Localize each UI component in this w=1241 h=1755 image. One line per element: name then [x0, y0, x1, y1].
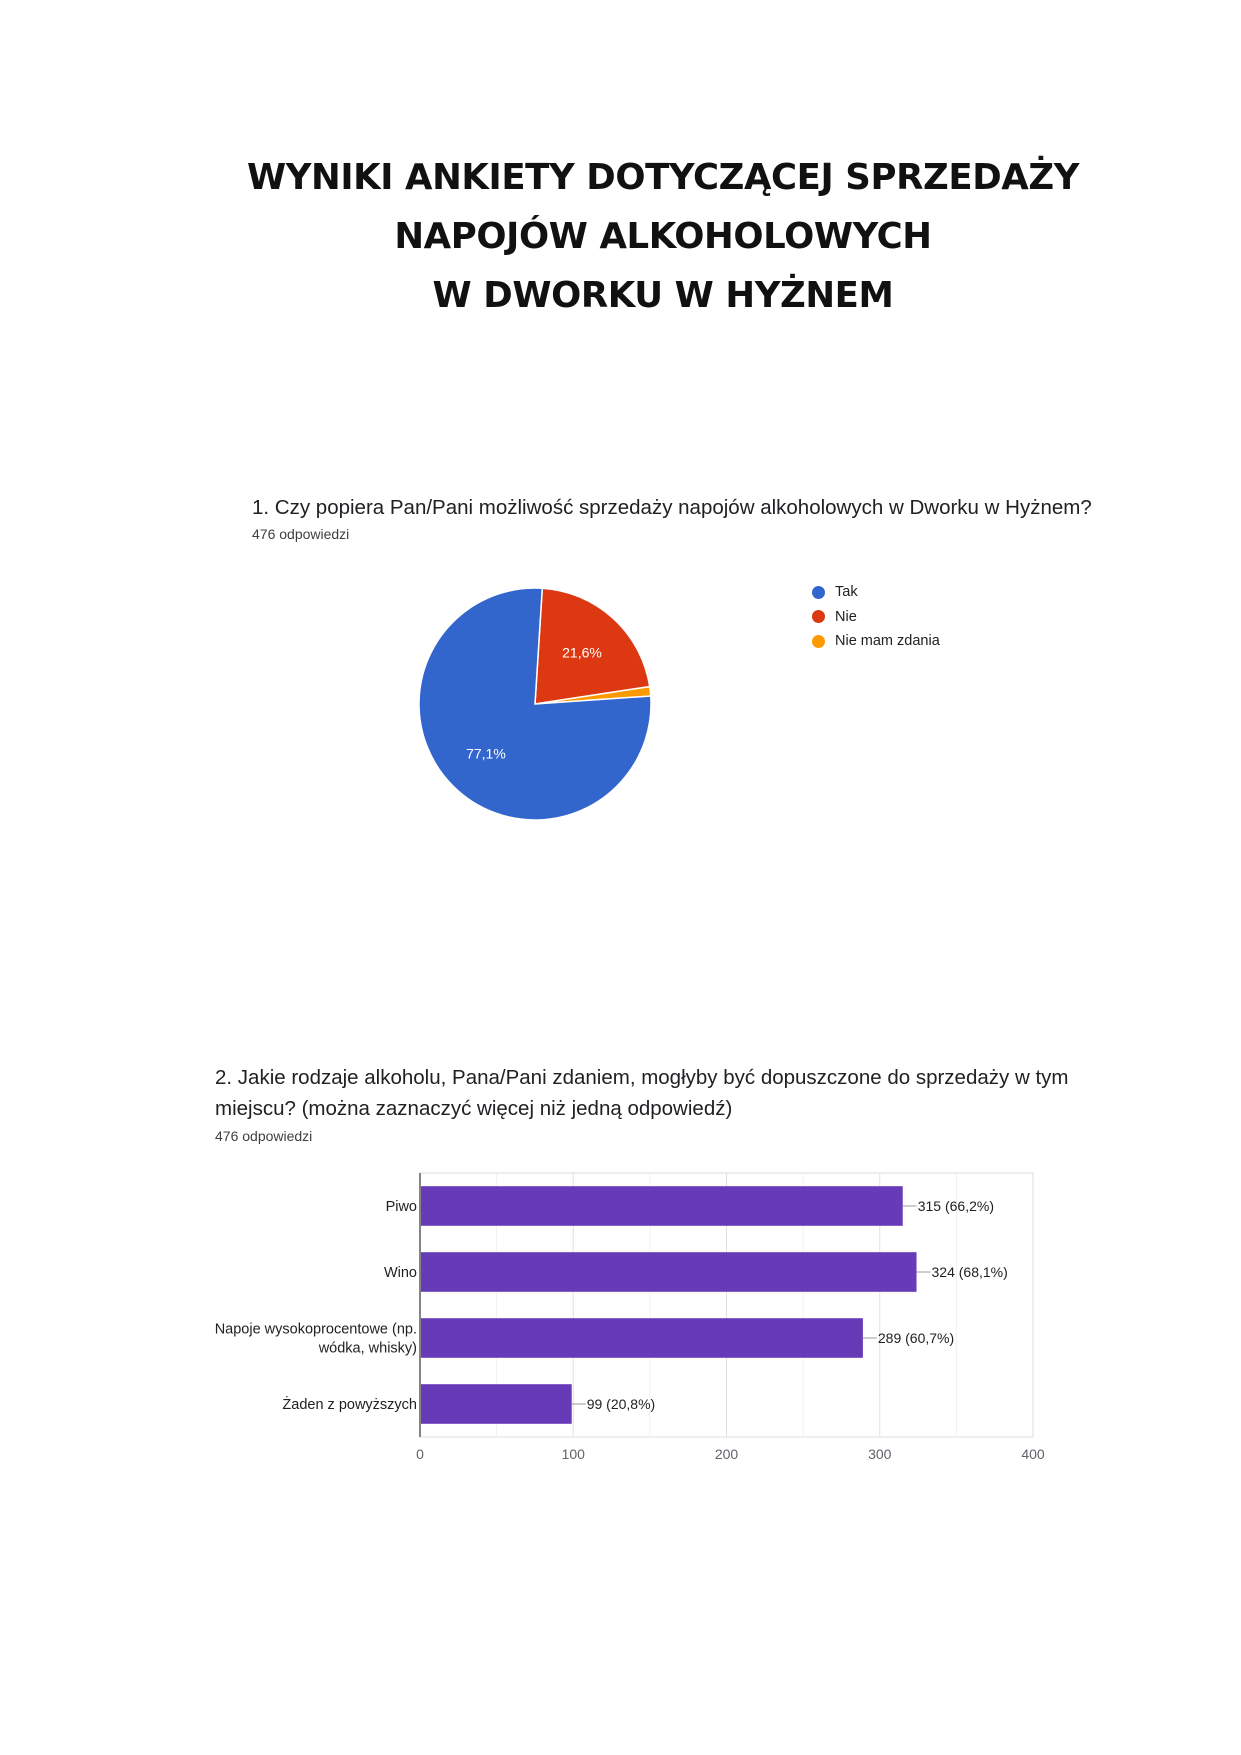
category-label: Piwo: [385, 1199, 417, 1215]
pie-data-label: 77,1%: [466, 745, 506, 762]
question-2-title: 2. Jakie rodzaje alkoholu, Pana/Pani zdaniem, mogłyby być dopuszczone do sprzedaży w tym miejscu? (można zaznaczyć więcej niż jedną odpowiedź): [215, 1066, 1069, 1120]
question-1-title: 1. Czy popiera Pan/Pani możliwość sprzedaży napojów alkoholowych w Dworku w Hyżnem?: [252, 496, 1092, 519]
legend-label: Nie: [835, 608, 857, 625]
legend-dot-icon: [812, 586, 825, 599]
question-1-response-count: 476 odpowiedzi: [252, 526, 350, 542]
document-title-line-1: WYNIKI ANKIETY DOTYCZĄCEJ SPRZEDAŻY: [246, 157, 1080, 198]
legend-item-tak: [812, 580, 940, 605]
legend-label: Tak: [835, 584, 858, 601]
category-label: Napoje wysokoprocentowe (np.: [214, 1321, 417, 1338]
x-tick-label: 0: [416, 1446, 424, 1462]
document-title-line-2: NAPOJÓW ALKOHOLOWYCH: [394, 216, 932, 257]
bar-data-label: 289 (60,7%): [877, 1330, 955, 1346]
legend-item-nie: [812, 605, 940, 630]
legend-item-nie-mam-zdania: [812, 629, 940, 654]
x-tick-label: 200: [714, 1446, 739, 1462]
legend-dot-icon: [812, 635, 825, 648]
pie-legend: [812, 580, 940, 654]
category-label: Żaden z powyższych: [282, 1397, 417, 1413]
category-label: wódka, whisky): [318, 1340, 417, 1357]
plot-area: [420, 1173, 1033, 1437]
bar: [421, 1318, 863, 1358]
legend-label: Nie mam zdania: [835, 633, 940, 650]
pie-data-label: 21,6%: [562, 644, 602, 661]
x-tick-label: 300: [868, 1446, 892, 1462]
x-tick-label: 400: [1021, 1446, 1045, 1462]
bar-data-label: 99 (20,8%): [586, 1396, 656, 1412]
category-label: Wino: [383, 1265, 417, 1281]
legend-dot-icon: [812, 610, 825, 623]
bar: [421, 1252, 917, 1292]
x-tick-label: 100: [561, 1446, 585, 1462]
bar: [421, 1186, 903, 1226]
bar: [421, 1384, 572, 1424]
bar-data-label: 324 (68,1%): [931, 1264, 1008, 1280]
bar-data-label: 315 (66,2%): [917, 1198, 995, 1214]
document-title-line-3: W DWORKU W HYŻNEM: [432, 275, 894, 316]
question-2-response-count: 476 odpowiedzi: [215, 1128, 313, 1144]
